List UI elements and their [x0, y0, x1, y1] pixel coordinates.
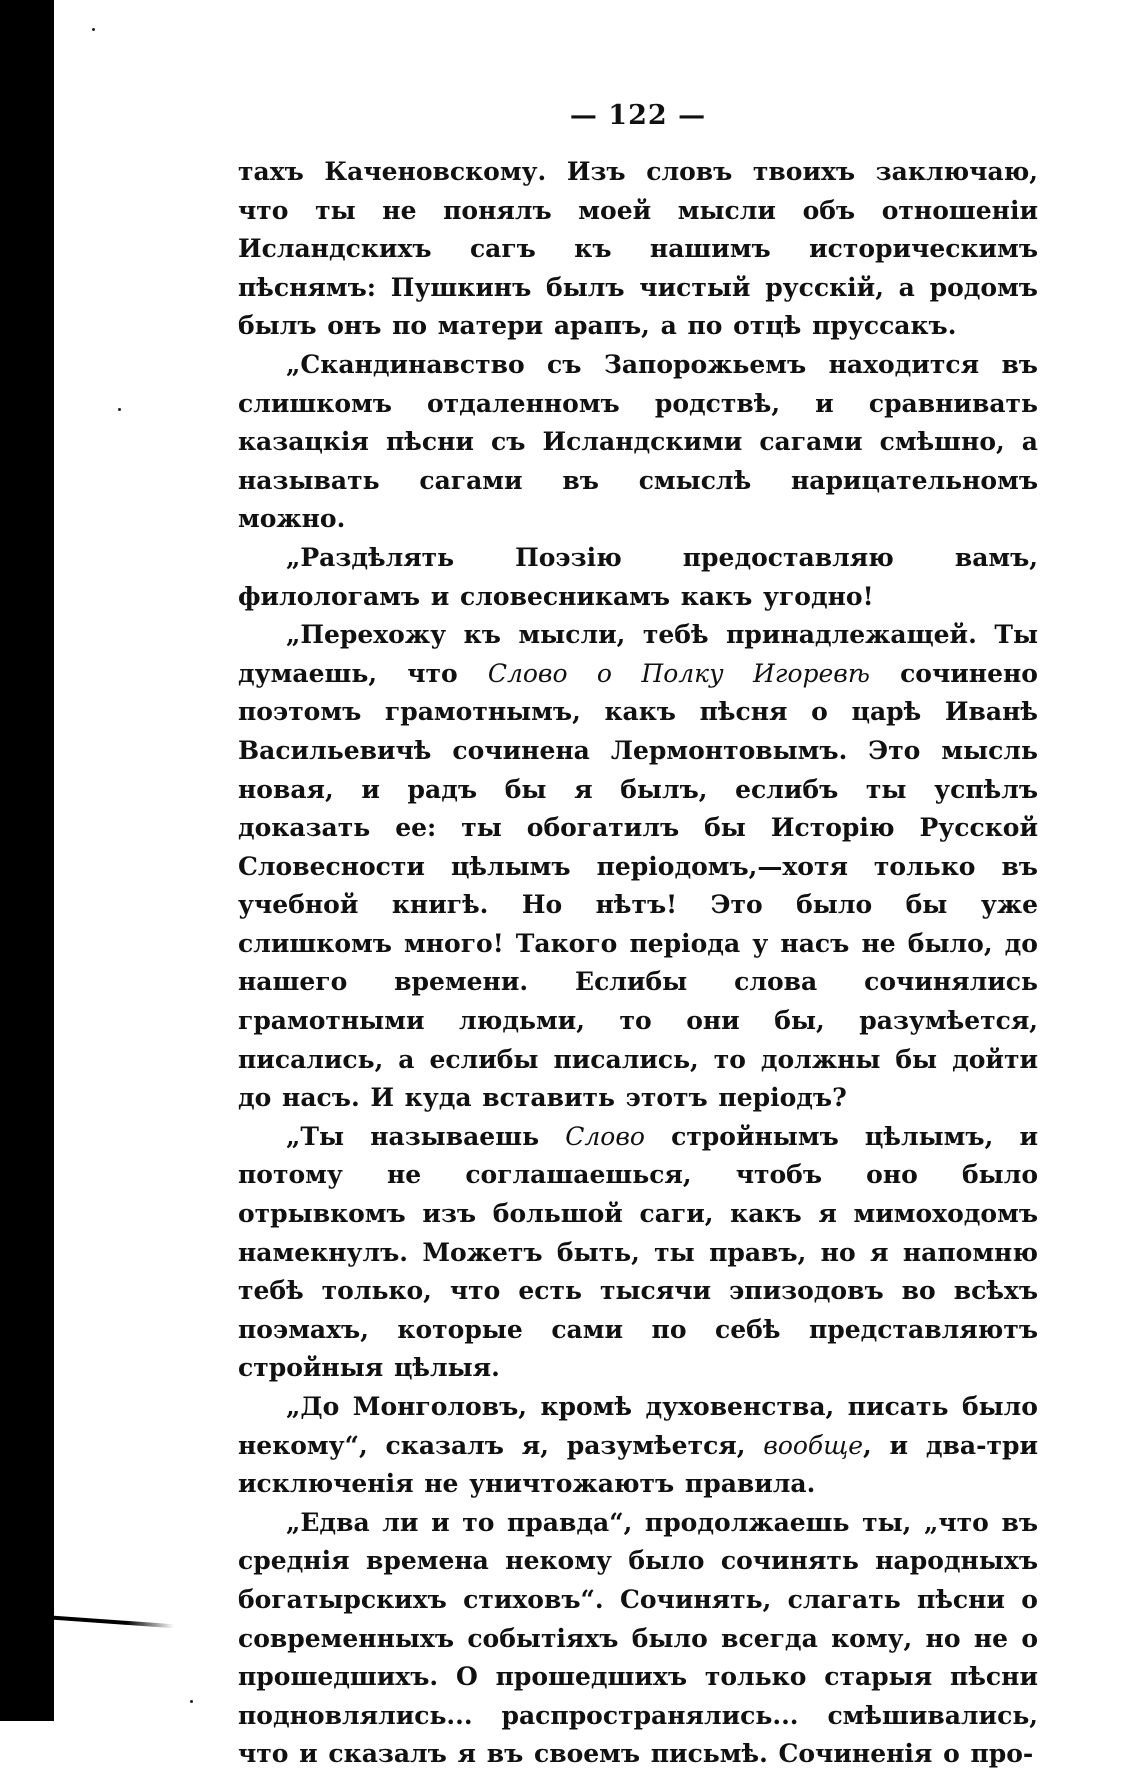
paragraph-7-text: „Едва ли и то правда“, продолжаешь ты, „что въ среднія времена некому было сочинять народныхъ богатырскихъ стиховъ“. Сочинять, слагать пѣсни о современныхъ событіяхъ было всегда кому, но не о прошедшихъ. О прошедшихъ только старыя пѣсни подновлялись... распространялись... смѣшивались, что и сказалъ я въ своемъ письмѣ. Сочиненія о про- [238, 1507, 1038, 1769]
paragraph-6-italic-word: вообще [763, 1430, 864, 1460]
paragraph-2 [238, 346, 1038, 539]
scan-speck [118, 408, 121, 411]
paragraph-6-text-a: „До Монголовъ, кромѣ духовенства, писать было некому“, сказалъ я, разумѣется, [238, 1392, 1038, 1460]
paragraph-5-text-b: стройнымъ цѣлымъ, и потому не соглашаешься, чтобъ оно было отрывкомъ изъ большой саги, какъ я мимоходомъ намекнулъ. Можетъ быть, ты правъ, но я напомню тебѣ только, что есть тысячи эпизодовъ во всѣхъ поэмахъ, которые сами по себѣ представляютъ стройныя цѣлыя. [238, 1121, 1038, 1383]
paragraph-5-text-a: „Ты называешь [286, 1121, 566, 1151]
paragraph-4-text-b: сочинено поэтомъ грамотнымъ, какъ пѣсня о царѣ Иванѣ Васильевичѣ сочинена Лермонтовымъ. Это мысль новая, и радъ бы я былъ, еслибъ ты успѣлъ доказать ее: ты обогатилъ бы Исторію Русской Словесности цѣлымъ періодомъ,—хотя только въ учебной книгѣ. Но нѣтъ! Это было бы уже слишкомъ много! Такого періода у насъ не было, до нашего времени. Еслибы слова сочинялись грамотными людьми, то они бы, разумѣется, писались, а еслибы писались, то должны бы дойти до насъ. И куда вставить этотъ періодъ? [238, 658, 1038, 1113]
paragraph-6-text-b: , и два-три исключенія не уничтожаютъ правила. [238, 1430, 1038, 1499]
scan-margin-notch [54, 1616, 174, 1628]
paragraph-4 [238, 616, 1038, 1118]
paragraph-5 [238, 1118, 1038, 1388]
book-page [238, 100, 1038, 1774]
paragraph-4-italic-title: Слово о Полку Игоревѣ [487, 658, 870, 688]
paragraph-2-text: „Скандинавство съ Запорожьемъ находится въ слишкомъ отдаленномъ родствѣ, и сравнивать казацкія пѣсни съ Исландскими сагами смѣшно, а называть сагами въ смыслѣ нарицательномъ можно. [238, 349, 1038, 534]
scan-speck [190, 1700, 193, 1703]
paragraph-5-italic-title: Слово [565, 1121, 645, 1151]
page-number: — 122 — [569, 100, 707, 131]
paragraph-6 [238, 1388, 1038, 1504]
paragraph-7 [238, 1504, 1038, 1774]
paragraph-3-text: „Раздѣлять Поэзію предоставляю вамъ, филологамъ и словесникамъ какъ угодно! [238, 542, 1038, 611]
paragraph-3 [238, 539, 1038, 616]
scan-speck [92, 28, 95, 31]
paragraph-1-text: тахъ Каченовскому. Изъ словъ твоихъ заключаю, что ты не понялъ моей мысли объ отношеніи Исландскихъ сагъ къ нашимъ историческимъ пѣснямъ: Пушкинъ былъ чистый русскій, а родомъ былъ онъ по матери арапъ, а по отцѣ пруссакъ. [238, 157, 1038, 341]
paragraph-1 [238, 153, 1038, 346]
scan-dark-margin [0, 0, 54, 1721]
paragraph-4-text-a: „Перехожу къ мысли, тебѣ принадлежащей. Ты думаешь, что [238, 620, 1038, 688]
